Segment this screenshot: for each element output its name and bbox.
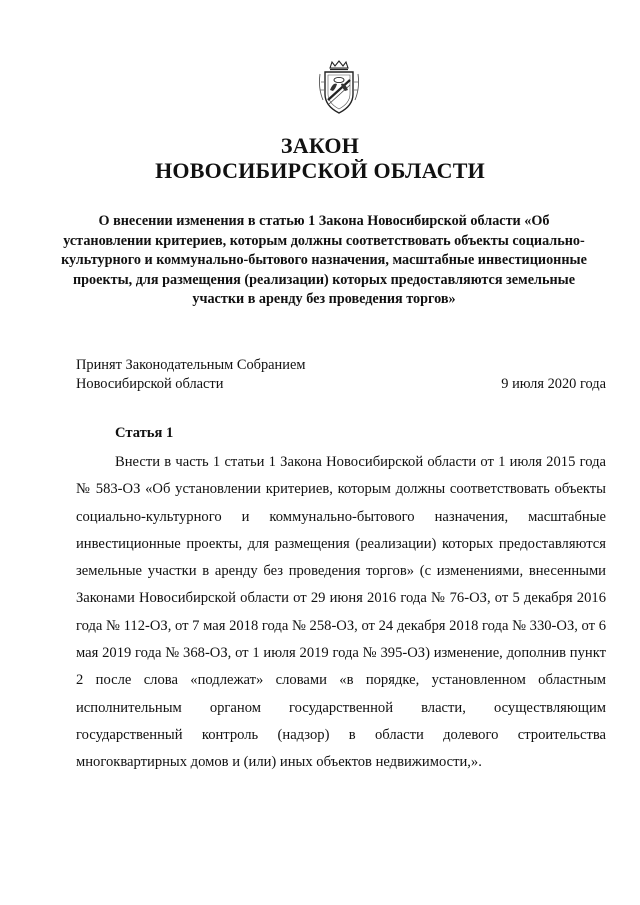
adoption-line-2: Новосибирской области — [76, 376, 224, 392]
novosibirsk-coat-of-arms-icon — [317, 60, 361, 116]
law-region: НОВОСИБИРСКОЙ ОБЛАСТИ — [155, 158, 485, 183]
adoption-block — [76, 356, 606, 394]
adoption-date: 9 июля 2020 года — [501, 376, 606, 392]
article-heading: Статья 1 — [115, 425, 174, 441]
adoption-line-1: Принят Законодательным Собранием — [76, 357, 306, 373]
article-body: Внести в часть 1 статьи 1 Закона Новосибирской области от 1 июля 2015 года № 583-ОЗ «Об установлении критериев, которым должны соответствовать объекты социально-культурного и коммунально-бытового назначения, масштабные инвестиционные проекты, для размещения (реализации) которых предоставляются земельные участки в аренду без проведения торгов» (с изменениями, внесенными Законами Новосибирской области от 29 июня 2016 года № 76-ОЗ, от 5 декабря 2016 года № 112-ОЗ, от 7 мая 2018 года № 258-ОЗ, от 24 декабря 2018 года № 330-ОЗ, от 6 мая 2019 года № 368-ОЗ, от 1 июля 2019 года № 395-ОЗ) изменение, дополнив пункт 2 после слова «подлежат» словами «в порядке, установленном областным исполнительным органом государственной власти, осуществляющим государственный контроль (надзор) в области долевого строительства многоквартирных домов и (или) иных объектов недвижимости,». — [76, 454, 606, 771]
law-title: ЗАКОН — [280, 133, 360, 158]
law-subject: О внесении изменения в статью 1 Закона Новосибирской области «Об установлении критериев, которым должны соответствовать объекты социально-культурного и коммунально-бытового назначения, масштабные инвестиционные проекты, для размещения (реализации) которых предоставляются земельные участки в аренду без проведения торгов» — [61, 213, 587, 308]
